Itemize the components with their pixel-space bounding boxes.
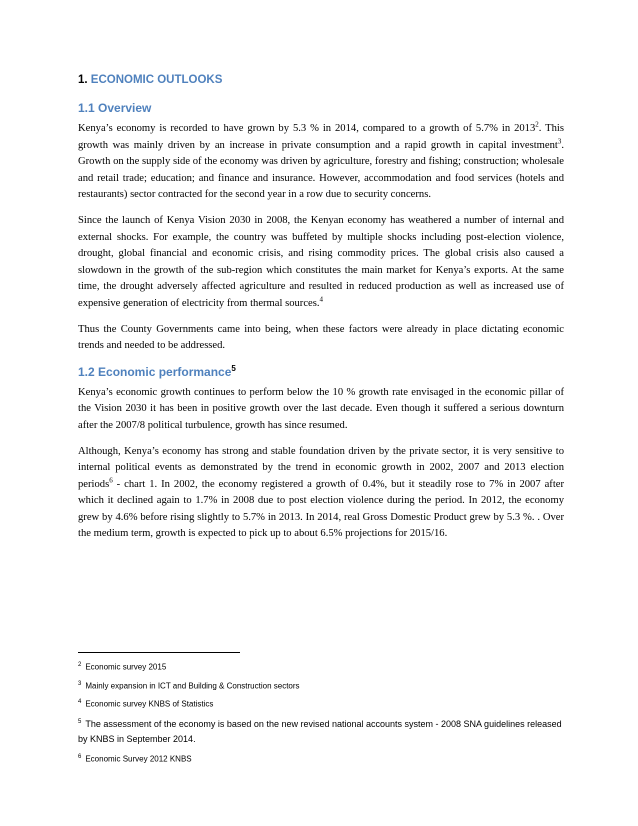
chapter-number: 1. [78,74,88,86]
section-title: 1.2 Economic performance [78,364,232,379]
footnote-text: The assessment of the economy is based on the new revised national accounts system - 2008 SNA guidelines released by KNBS in September 2014. [78,718,562,744]
text-run: Since the launch of Kenya Vision 2030 in 2008, the Kenyan economy has weathered a number of internal and external shocks. For example, the country was buffeted by multiple shocks including post-election violence, drought, global financial and economic crisis, and rising commodity prices. The global crisis also caused a slowdown in the growth of the sub-region which constitutes the main market for Kenya’s exports. At the same time, the drought adversely affected agriculture and resulted in reduced production as well as increased use of expensive generation of electricity from thermal sources. [78,214,564,309]
overview-paragraph-3: Thus the County Governments came into being, when these factors were already in place dictating economic trends and needed to be addressed. [78,323,564,352]
overview-paragraph-1 [78,121,564,204]
text-run: - chart 1. In 2002, the economy registered a growth of 0.4%, but it steadily rose to 7% in 2007 after which it declined again to 1.7% in 2008 due to post election violence during the period. In 2012, the economy grew by 4.6% before rising slightly to 5.7% in 2013. In 2014, real Gross Domestic Product grew by 5.3 %. . Over the medium term, growth is expected to pick up to about 6.5% projections for 2015/16. [78,478,564,540]
footnote-number: 3 [78,680,82,687]
footnotes [78,652,564,770]
section-heading-economic-performance [78,364,564,379]
footnote-separator [78,652,240,653]
performance-paragraph-1: Kenya’s economic growth continues to perform below the 10 % growth rate envisaged in the economic pillar of the Vision 2030 it has been in positive growth over the last decade. Even though it suffered a serious downturn after the 2007/8 political turbulence, growth has since resumed. [78,386,564,431]
text-run: Although, Kenya’s economy has strong and stable foundation driven by the private sector, it is very sensitive to internal political events as demonstrated by the trend in economic growth in 2002, 2007 and 2013 election periods [78,445,564,490]
footnote-4 [78,696,564,711]
footnote-text: Economic survey KNBS of Statistics [85,699,214,709]
footnote-6 [78,751,564,766]
footnote-ref: 5 [231,363,236,373]
footnote-number: 2 [78,662,82,668]
performance-paragraph-2 [78,444,564,544]
footnote-number: 5 [78,718,82,725]
chapter-title: ECONOMIC OUTLOOKS [90,74,223,86]
footnote-2 [78,659,564,674]
footnote-text: Economic Survey 2012 KNBS [85,754,192,764]
overview-paragraph-2 [78,213,564,313]
footnote-text: Mainly expansion in ICT and Building & Construction sectors [85,681,300,691]
footnote-ref: 4 [319,295,323,304]
text-run: . This growth was mainly driven by an increase in private consumption and a rapid growth in capital investment [78,123,564,151]
footnote-ref: 6 [109,476,113,485]
footnote-ref: 2 [535,120,539,129]
chapter-heading [78,74,564,86]
footnote-ref: 3 [557,137,562,146]
page-content [78,74,564,552]
footnote-number: 4 [78,699,82,706]
text-run: Kenya’s economy is recorded to have grown by 5.3 % in 2014, compared to a growth of 5.7% in 2013 [78,123,536,134]
footnote-3 [78,678,564,693]
footnote-number: 6 [78,753,82,760]
text-run: . Growth on the supply side of the economy was driven by agriculture, forestry and fishing; construction; wholesale and retail trade; education; and finance and insurance. However, accommodation and food services (hotels and restaurants) sector contracted for the second year in a row due to security concerns. [78,139,564,201]
section-heading-overview: 1.1 Overview [78,101,152,115]
footnote-5 [78,715,564,747]
footnote-text: Economic survey 2015 [85,662,167,672]
